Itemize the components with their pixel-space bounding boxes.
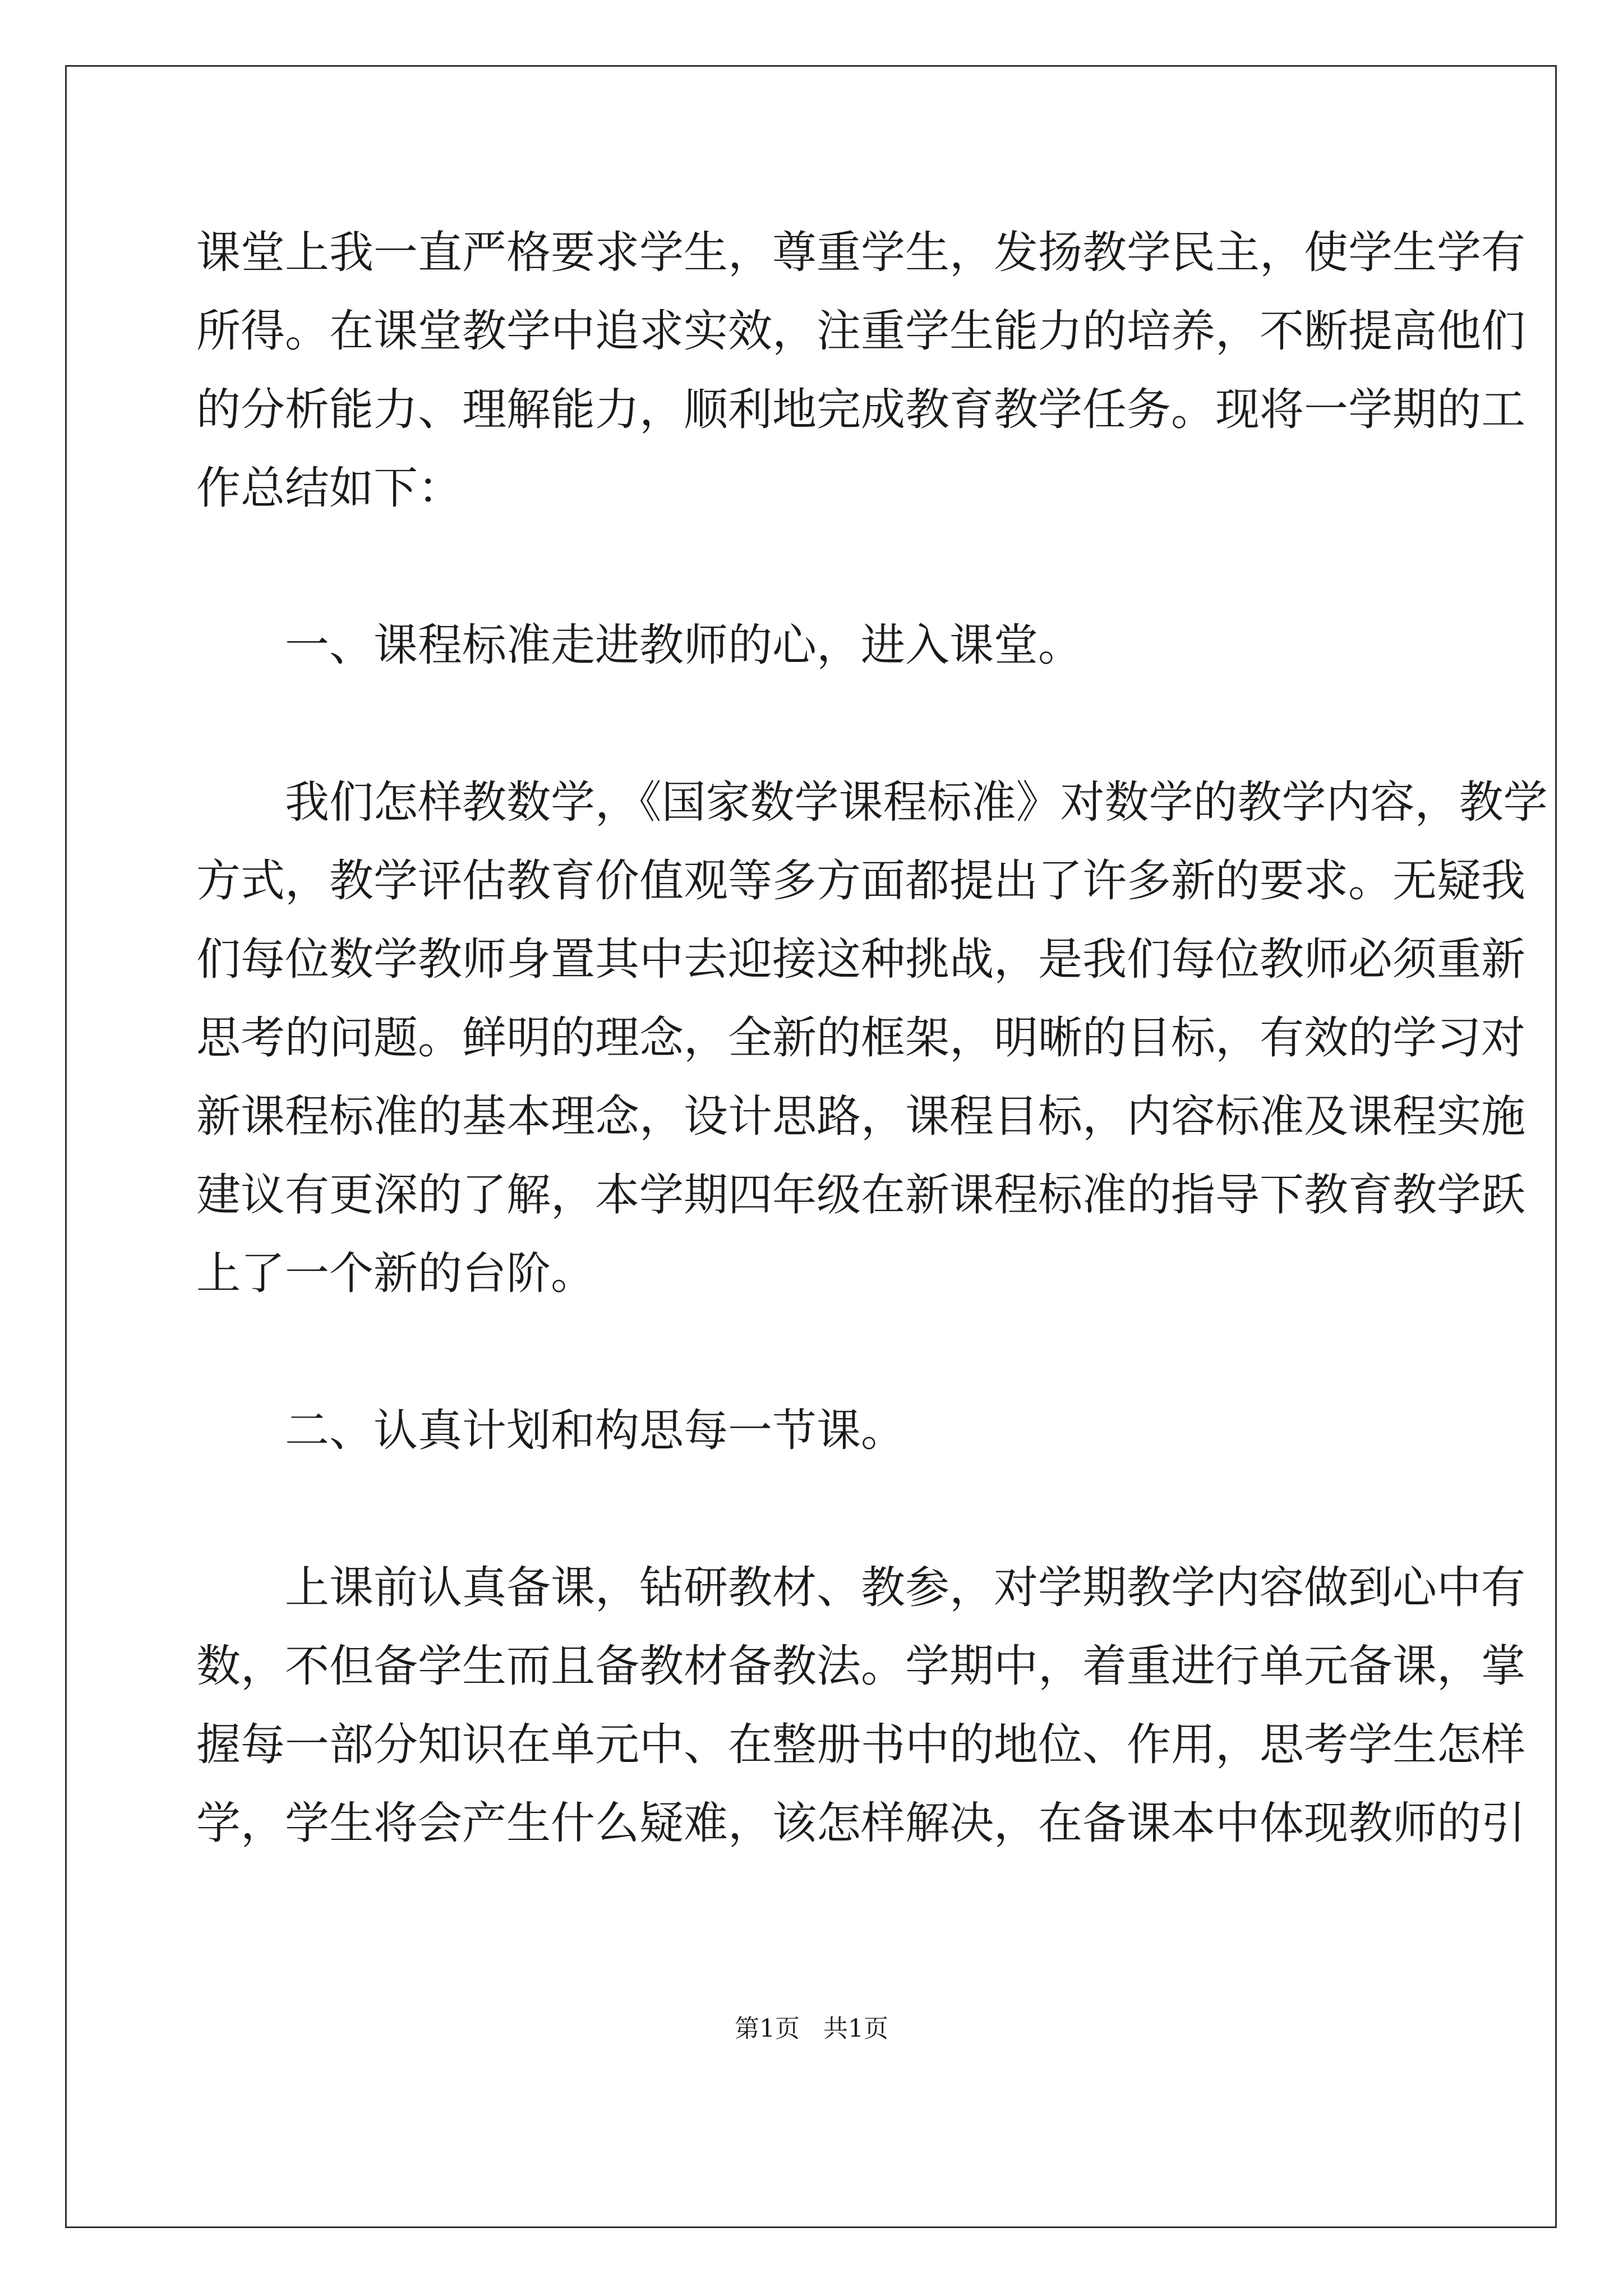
- paragraph-line: 我们怎样教数学，《国家数学课程标准》对数学的教学内容，教学: [285, 776, 1548, 828]
- page-total: 共1页: [823, 2014, 888, 2043]
- paragraph-line: 上了一个新的台阶。: [196, 1248, 595, 1299]
- page-footer: [0, 2008, 1623, 2044]
- paragraph-line: 的分析能力、理解能力，顺利地完成教育教学任务。现将一学期的工: [196, 384, 1525, 435]
- paragraph-line: 数，不但备学生而且备教材备教法。学期中，着重进行单元备课，掌: [196, 1640, 1525, 1692]
- paragraph-line: 新课程标准的基本理念，设计思路，课程目标，内容标准及课程实施: [196, 1091, 1525, 1142]
- paragraph-line: 学，学生将会产生什么疑难，该怎样解决，在备课本中体现教师的引: [196, 1797, 1525, 1849]
- paragraph-line: 建议有更深的了解，本学期四年级在新课程标准的指导下教育教学跃: [196, 1169, 1525, 1221]
- page-number: 第1页: [735, 2014, 800, 2043]
- paragraph-line: 们每位数学教师身置其中去迎接这种挑战，是我们每位教师必须重新: [196, 933, 1525, 985]
- paragraph-line: 上课前认真备课，钻研教材、教参，对学期教学内容做到心中有: [285, 1562, 1525, 1613]
- section-heading: 一、课程标准走进教师的心，进入课堂。: [285, 619, 1082, 671]
- paragraph-line: 方式，教学评估教育价值观等多方面都提出了许多新的要求。无疑我: [196, 855, 1525, 907]
- document-body: [196, 213, 1548, 1862]
- paragraph-line: 课堂上我一直严格要求学生，尊重学生，发扬教学民主，使学生学有: [196, 227, 1525, 278]
- paragraph-line: 握每一部分知识在单元中、在整册书中的地位、作用，思考学生怎样: [196, 1719, 1525, 1770]
- paragraph-line: 所得。在课堂教学中追求实效，注重学生能力的培养，不断提高他们: [196, 305, 1525, 357]
- paragraph-line: 作总结如下：: [196, 462, 462, 514]
- section-heading: 二、认真计划和构思每一节课。: [285, 1405, 905, 1456]
- paragraph-line: 思考的问题。鲜明的理念，全新的框架，明晰的目标，有效的学习对: [196, 1012, 1525, 1064]
